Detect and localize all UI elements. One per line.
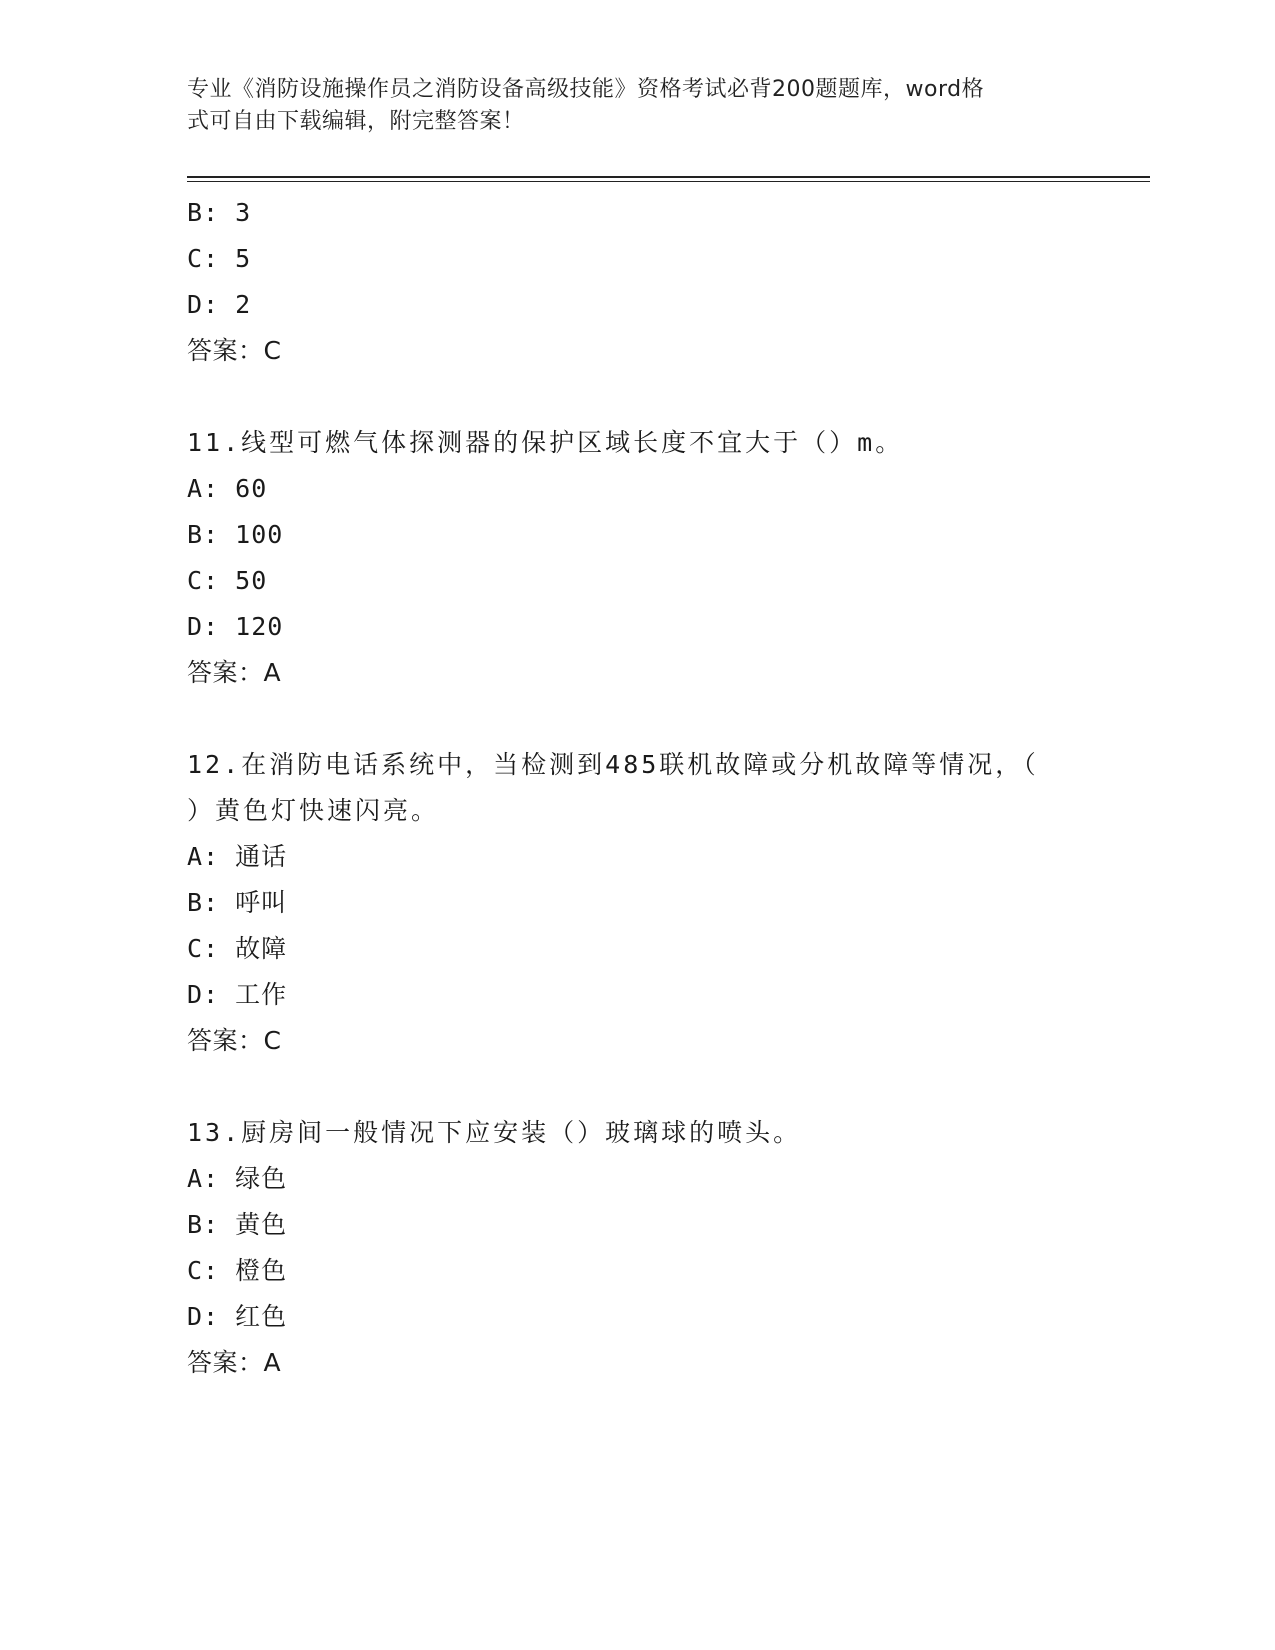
answer: 答案：A — [187, 1348, 282, 1377]
header-line-1: 专业《消防设施操作员之消防设备高级技能》资格考试必背200题题库，word格 — [187, 77, 985, 102]
answer: 答案：A — [187, 658, 282, 687]
answer: 答案：C — [187, 336, 282, 365]
question-10-continued — [187, 190, 1087, 374]
option-b: B: 3 — [187, 198, 252, 227]
header-divider — [187, 176, 1150, 178]
option-c: C: 故障 — [187, 934, 288, 963]
option-c: C: 50 — [187, 566, 268, 595]
option-c: C: 5 — [187, 244, 252, 273]
header-divider-thin — [187, 181, 1150, 182]
option-d: D: 2 — [187, 290, 252, 319]
option-b: B: 黄色 — [187, 1210, 288, 1239]
answer: 答案：C — [187, 1026, 282, 1055]
option-d: D: 红色 — [187, 1302, 288, 1331]
question-line: 11.线型可燃气体探测器的保护区域长度不宜大于（）m。 — [187, 428, 904, 457]
question-12 — [187, 742, 1087, 1064]
header-line-2: 式可自由下载编辑，附完整答案！ — [187, 109, 525, 134]
question-text — [187, 420, 1067, 466]
option-a: A: 60 — [187, 474, 268, 503]
option-a: A: 通话 — [187, 842, 288, 871]
option-d: D: 工作 — [187, 980, 288, 1009]
question-11 — [187, 420, 1087, 696]
question-13 — [187, 1110, 1087, 1386]
question-line: 12.在消防电话系统中，当检测到485联机故障或分机故障等情况，（ — [187, 750, 1039, 779]
option-d: D: 120 — [187, 612, 284, 641]
question-line: ）黄色灯快速闪亮。 — [187, 796, 440, 825]
question-list — [187, 190, 1087, 1386]
question-text — [187, 742, 1067, 834]
page-header — [187, 74, 1067, 138]
option-c: C: 橙色 — [187, 1256, 288, 1285]
option-b: B: 100 — [187, 520, 284, 549]
option-a: A: 绿色 — [187, 1164, 288, 1193]
option-b: B: 呼叫 — [187, 888, 288, 917]
question-line: 13.厨房间一般情况下应安装（）玻璃球的喷头。 — [187, 1118, 802, 1147]
question-text — [187, 1110, 1067, 1156]
